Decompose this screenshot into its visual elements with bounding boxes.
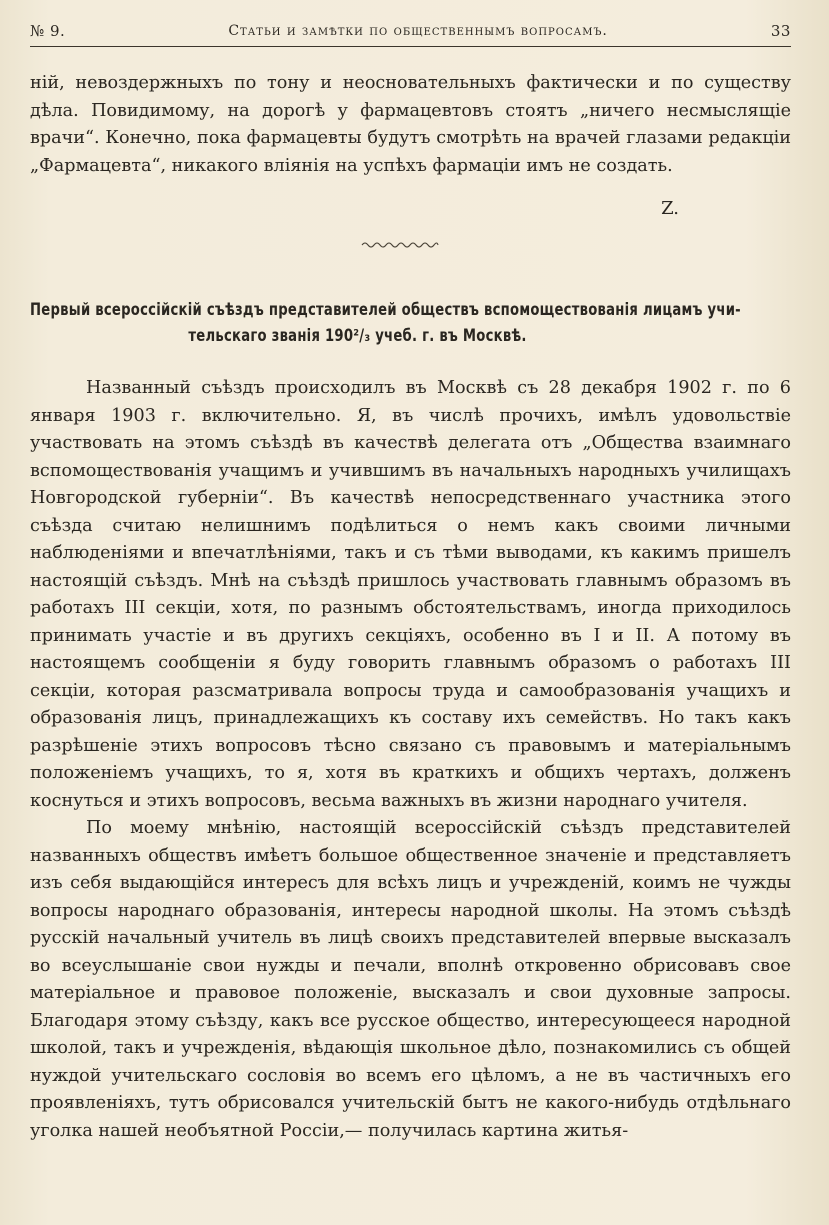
issue-number: № 9. [30,22,66,40]
article-title-line-1: Первый всероссiйскiй съѣздъ представителей обществъ вспомоществованiя лицамъ учи- [30,300,741,319]
page-number: 33 [770,22,791,40]
article-paragraph-2: По моему мнѣнiю, настоящiй всероссiйскiй съѣздъ представителей названныхъ обществъ имѣетъ большое общественное значенiе и представляетъ изъ себя выдающiйся интересъ для всѣхъ лицъ и учрежденiй, коимъ не чужды вопросы народнаго образованiя, интересы народной школы. На этомъ съѣздѣ русскiй начальный учитель въ лицѣ своихъ представителей впервые высказалъ во всеуслышанiе свои нужды и печали, вполнѣ откровенно обрисовавъ свое матерiальное и правовое положенiе, высказалъ и свои духовные запросы. Благодаря этому съѣзду, какъ все русское общество, интересующееся народной школой, такъ и учрежденiя, вѣдающiя школьное дѣло, познакомились съ общей нуждой учительскаго сословiя во всемъ его цѣломъ, а не въ частичныхъ его проявленiяхъ, тутъ обрисовался учительскiй бытъ не какого-нибудь отдѣльнаго уголка нашей необъятной Россiи,— получилась картина житья- [30,818,791,1141]
intro-paragraph: нiй, невоздержныхъ по тону и неосновательныхъ фактически и по существу дѣла. Повидимому, на дорогѣ у фармацевтовъ стоятъ „ничего несмыслящiе врачи“. Конечно, пока фармацевты будутъ смотрѣть на врачей глазами редакцiи „Фармацевта“, никакого влiянiя на успѣхъ фармацiи имъ не создать. [30,73,791,176]
wavy-divider [360,240,440,250]
article-paragraph-1: Названный съѣздъ происходилъ въ Москвѣ съ 28 декабря 1902 г. по 6 января 1903 г. включительно. Я, въ числѣ прочихъ, имѣлъ удовольствiе участвовать на этомъ съѣздѣ въ качествѣ делегата отъ „Общества взаимнаго вспомоществованiя учащимъ и учившимъ въ начальныхъ народныхъ училищахъ Новгородской губернiи“. Въ качествѣ непосредственнаго участника этого съѣзда считаю нелишнимъ подѣлиться о немъ какъ своими личными наблюденiями и впечатлѣнiями, такъ и съ тѣми выводами, къ какимъ пришелъ настоящiй съѣздъ. Мнѣ на съѣздѣ пришлось участвовать главнымъ образомъ въ работахъ III секцiи, хотя, по разнымъ обстоятельствамъ, иногда приходилось принимать участiе и въ другихъ секцiяхъ, особенно въ I и II. А потому въ настоящемъ сообщенiи я буду говорить главнымъ образомъ о работахъ III секцiи, которая разсматривала вопросы труда и самообразованiя учащихъ и образованiя лицъ, принадлежащихъ къ составу ихъ семействъ. Но такъ какъ разрѣшенiе этихъ вопросовъ тѣсно связано съ правовымъ и матерiальнымъ положенiемъ учащихъ, то я, хотя въ краткихъ и общихъ чертахъ, долженъ коснуться и этихъ вопросовъ, весьма важныхъ въ жизни народнаго учителя. [30,378,791,811]
article-body [30,375,791,1145]
intro-text [30,70,791,180]
article-title [30,297,788,349]
article-title-line-2: тельскаго званiя 190²/₃ учеб. г. въ Москвѣ. [188,326,527,345]
signature: Z. [661,198,679,219]
running-header [30,18,791,44]
header-rule [30,46,791,47]
running-title: Статьи и замѣтки по общественнымъ вопросамъ. [228,23,608,39]
